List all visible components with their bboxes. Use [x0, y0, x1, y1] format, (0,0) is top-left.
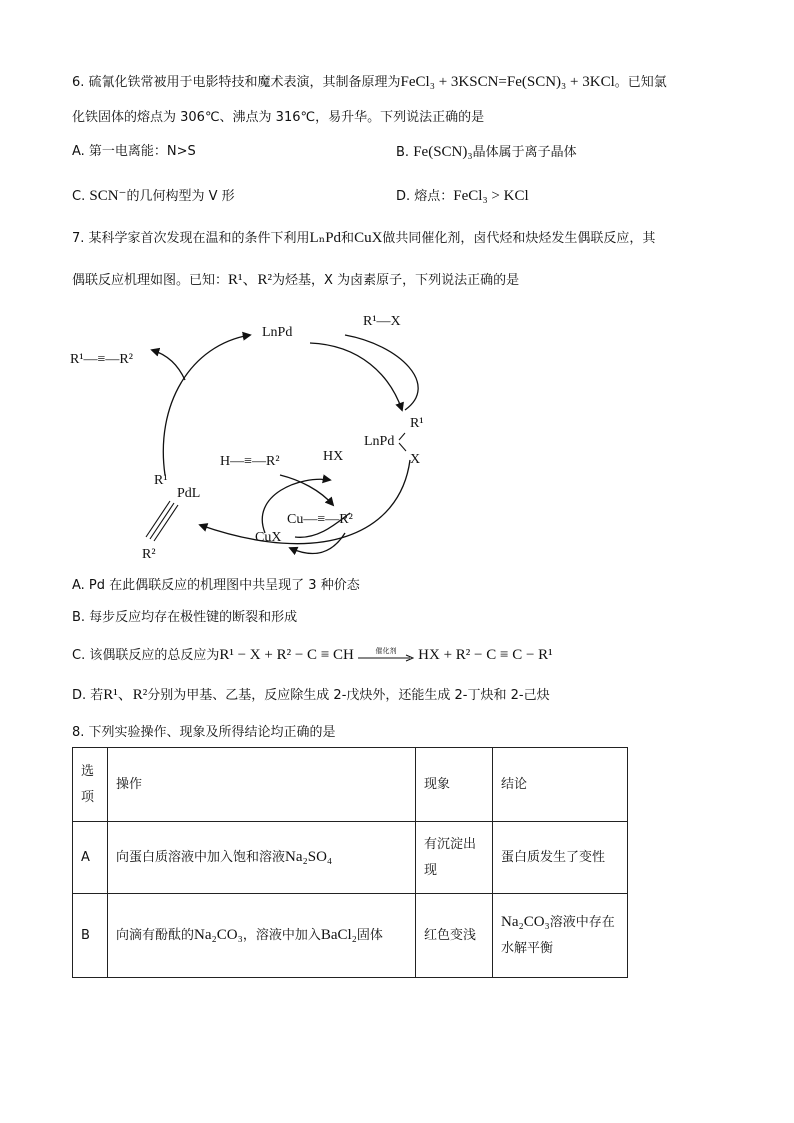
- label-cux: CuX: [255, 530, 282, 545]
- arrow-transmetalation: [200, 460, 410, 544]
- label-lnpd-top: LnPd: [262, 325, 293, 340]
- label-product: R¹—≡—R²: [70, 352, 133, 367]
- label-pdl-r2: R²: [142, 547, 156, 562]
- triple-bond-2: [150, 503, 174, 539]
- header-option: 选项: [73, 748, 108, 822]
- label-alkyne: H—≡—R²: [220, 454, 280, 469]
- mechanism-diagram: [60, 305, 600, 580]
- table-row: [73, 894, 628, 978]
- label-right-r1: R¹: [410, 416, 424, 431]
- arrow-lnpd-to-oxadd: [345, 335, 418, 410]
- q7-stem-line1: 7. 某科学家首次发现在温和的条件下利用LₙPd和CuX做共同催化剂，卤代烃和炔烃发生偶联反应，其: [72, 230, 656, 246]
- row-a-option: A: [73, 822, 108, 894]
- header-conclusion: 结论: [493, 748, 628, 822]
- label-pdl: PdL: [177, 486, 201, 501]
- q7-option-c: C. 该偶联反应的总反应为R¹ − X + R² − C ≡ CH 催化剂 HX + R² − C ≡ C − R¹: [72, 646, 553, 663]
- catalyst-arrow: 催化剂: [358, 649, 414, 663]
- q6-equation: FeCl₃ + 3KSCN=Fe(SCN)₃ + 3KCl: [400, 74, 615, 90]
- label-r1x: R¹—X: [363, 314, 401, 329]
- row-a-operation: 向蛋白质溶液中加入饱和溶液Na₂SO₄: [108, 822, 416, 894]
- triple-bond-3: [146, 501, 170, 537]
- row-b-phenomenon: 红色变浅: [416, 894, 493, 978]
- bond-pd-r1: [399, 433, 405, 440]
- triple-bond-1: [154, 505, 178, 541]
- row-a-phenomenon: 有沉淀出现: [416, 822, 493, 894]
- q8-stem: 8. 下列实验操作、现象及所得结论均正确的是: [72, 725, 336, 740]
- q8-table: [72, 747, 628, 978]
- q6-option-b: B. Fe(SCN)₃晶体属于离子晶体: [396, 144, 577, 160]
- label-cu-acetylide: Cu—≡—R²: [287, 512, 353, 527]
- q6-option-c: C. SCN⁻的几何构型为 V 形: [72, 188, 235, 204]
- q6-stem-line1: 6. 硫氰化铁常被用于电影特技和魔术表演，其制备原理为FeCl₃ + 3KSCN=Fe(SCN)₃ + 3KCl。已知氯: [72, 74, 667, 90]
- row-b-conclusion: Na₂CO₃溶液中存在水解平衡: [493, 894, 628, 978]
- table-row: [73, 822, 628, 894]
- q6-stem-line2: 化铁固体的熔点为 306℃、沸点为 316℃，易升华。下列说法正确的是: [72, 110, 485, 125]
- q6-option-d: D. 熔点：FeCl₃ > KCl: [396, 188, 529, 204]
- row-a-conclusion: 蛋白质发生了变性: [493, 822, 628, 894]
- q6-option-a: A. 第一电离能：N>S: [72, 144, 196, 159]
- q7-option-b: B. 每步反应均存在极性键的断裂和形成: [72, 610, 298, 625]
- label-hx: HX: [323, 449, 344, 464]
- row-b-operation: 向滴有酚酞的Na₂CO₃，溶液中加入BaCl₂固体: [108, 894, 416, 978]
- label-lnpd-right: LnPd: [364, 434, 395, 449]
- row-b-option: B: [73, 894, 108, 978]
- arrow-product-release: [152, 350, 185, 380]
- q7-stem-line2: 偶联反应机理如图。已知：R¹、R²为烃基，X 为卤素原子，下列说法正确的是: [72, 272, 520, 288]
- bond-pd-x: [399, 443, 406, 451]
- label-right-x: X: [410, 452, 421, 467]
- arrow-oxidative-addition: [310, 343, 402, 410]
- header-operation: 操作: [108, 748, 416, 822]
- label-pdl-r1: R¹: [154, 473, 168, 488]
- table-header-row: [73, 748, 628, 822]
- header-phenomenon: 现象: [416, 748, 493, 822]
- q7-option-a: A. Pd 在此偶联反应的机理图中共呈现了 3 种价态: [72, 578, 360, 593]
- reaction-arrow-icon: [358, 653, 414, 663]
- q7-option-d: D. 若R¹、R²分别为甲基、乙基，反应除生成 2-戊炔外，还能生成 2-丁炔和 2-己炔: [72, 687, 550, 703]
